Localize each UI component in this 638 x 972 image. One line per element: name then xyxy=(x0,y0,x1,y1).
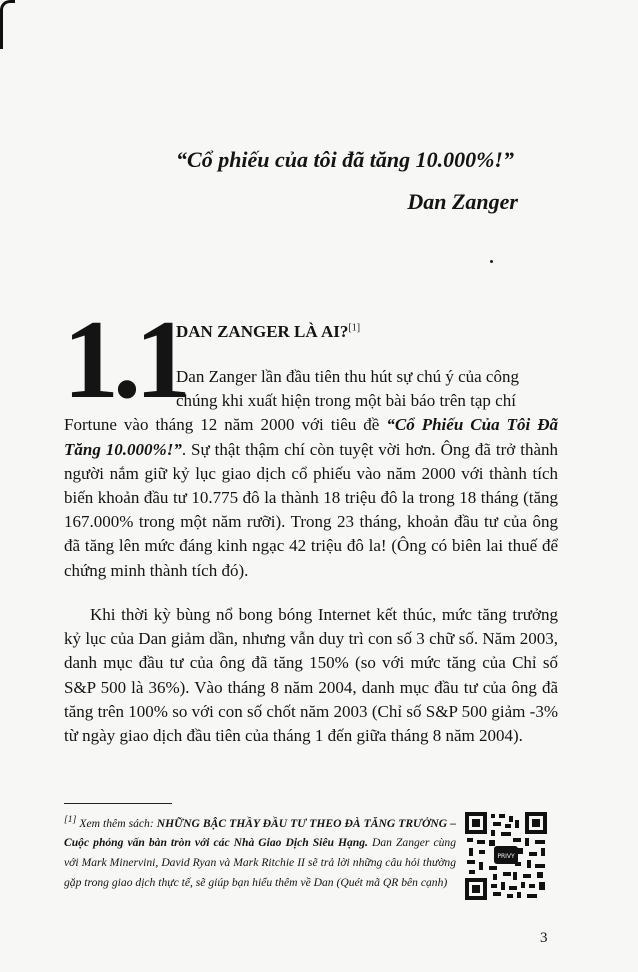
paragraph-1-line-1: Dan Zanger lần đầu tiên thu hút sự chú ý của công xyxy=(176,367,519,386)
epigraph-author: Dan Zanger xyxy=(407,189,518,214)
footnote-reference[interactable]: [1] xyxy=(348,322,361,334)
qr-center-label: PRIVY xyxy=(497,853,515,860)
page-number: 3 xyxy=(540,930,548,946)
section-number: 1.1 xyxy=(63,298,185,422)
footnote-lead: Xem thêm sách: xyxy=(76,816,157,830)
footnote xyxy=(64,810,456,892)
article-title: “Cổ Phiếu Của Tôi Đã Tăng 10.000%!” xyxy=(64,415,558,459)
footnote-subtitle: – Cuộc phỏng vấn bàn tròn với các Nhà Giao Dịch Siêu Hạng. xyxy=(64,816,457,850)
paragraph-1-line-2: chúng khi xuất hiện trong một bài báo trên tạp chí xyxy=(176,391,516,411)
section-heading xyxy=(176,322,360,342)
paragraph-1-line-3: Fortune vào tháng 12 năm 2000 với tiêu đề xyxy=(64,415,387,435)
corner-crop-mark xyxy=(0,0,15,49)
section-heading-text: DAN ZANGER LÀ AI? xyxy=(176,322,349,341)
footnote-marker: [1] xyxy=(64,814,77,825)
qr-code-icon[interactable] xyxy=(465,812,547,900)
footnote-book-title: NHỮNG BẬC THẦY ĐẦU TƯ THEO ĐÀ TĂNG TRƯỞNG xyxy=(156,816,448,830)
epigraph-quote: “Cổ phiếu của tôi đã tăng 10.000%!” xyxy=(176,147,514,172)
stray-dot xyxy=(490,260,493,263)
footnote-text: Dan Zanger cùng với Mark Minervini, David Ryan và Mark Ritchie II sẽ trả lời những câu hỏi thường gặp trong giao dịch thực tế, sẽ giúp bạn hiểu thêm về Dan (Quét mã QR bên cạnh) xyxy=(64,836,456,889)
footnote-divider xyxy=(64,803,172,804)
paragraph-1 xyxy=(64,365,558,583)
paragraph-1-rest: . Sự thật thậm chí còn tuyệt vời hơn. Ông đã trở thành người nắm giữ kỷ lục giao dịch cổ phiếu vào năm 2000 với thành tích biến khoản đầu tư 10.775 đô la thành 18 triệu đô la trong 18 tháng (tăng 167.000% trong một năm rưỡi). Trong 23 tháng, khoản đầu tư của ông đã tăng lên mức đáng kinh ngạc 42 triệu đô la! (Ông có biên lai thuế để chứng minh thành tích đó). xyxy=(64,439,558,580)
paragraph-2: Khi thời kỳ bùng nổ bong bóng Internet kết thúc, mức tăng trưởng kỷ lục của Dan giảm dần, nhưng vẫn duy trì con số 3 chữ số. Năm 2003, danh mục đầu tư của ông đã tăng 150% (so với mức tăng của Chỉ số S&P 500 là 36%). Vào tháng 8 năm 2004, danh mục đầu tư của ông đã tăng trên 100% so với con số chốt năm 2003 (Chỉ số S&P 500 giảm -3% từ ngày giao dịch đầu tiên của tháng 1 đến giữa tháng 8 năm 2004). xyxy=(64,605,558,746)
